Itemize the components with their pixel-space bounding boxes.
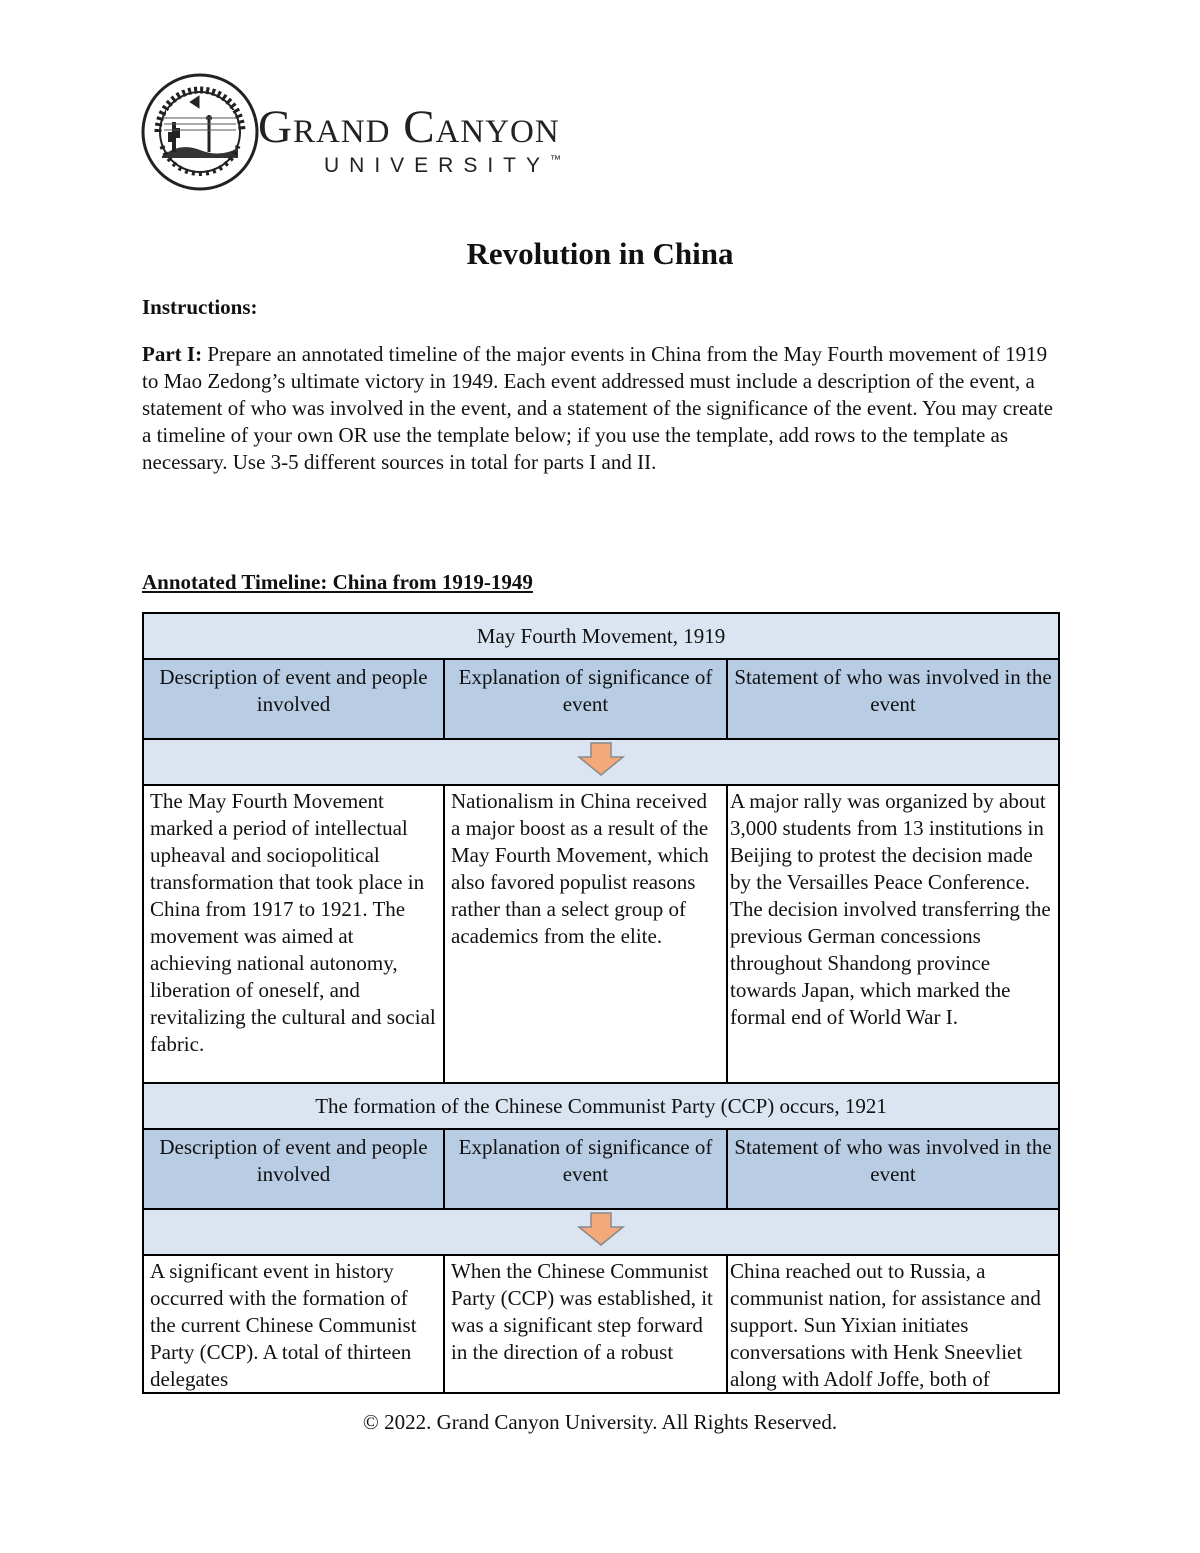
involved-cell-container <box>727 1255 1059 1393</box>
university-logo <box>140 72 620 196</box>
down-arrow-icon <box>577 1212 625 1246</box>
university-seal-icon <box>140 72 260 192</box>
wordmark-line1: Grand Canyon <box>258 101 560 153</box>
significance-cell-container <box>444 1255 727 1393</box>
timeline-heading: Annotated Timeline: China from 1919-1949 <box>142 570 533 594</box>
part1-label: Part I: <box>142 342 203 366</box>
page-title: Revolution in China <box>466 236 734 271</box>
description-cell: A significant event in history occurred with the formation of the current Chinese Communist Party (CCP). A total of thirteen delegates <box>150 1259 417 1391</box>
wordmark-line2 <box>324 154 561 178</box>
description-cell: The May Fourth Movement marked a period of intellectual upheaval and sociopolitical transformation that took place in China from 1917 to 1921. The movement was aimed at achieving national autonomy, liberation of oneself, and revitalizing the cultural and social fabric. <box>143 785 444 1083</box>
part1-text: Prepare an annotated timeline of the major events in China from the May Fourth movement of 1919 to Mao Zedong’s ultimate victory in 1949. Each event addressed must include a description of the event, a statement of who was involved in the event, and a statement of the significance of the event. You may create a timeline of your own OR use the template below; if you use the template, add rows to the template as necessary. Use 3-5 different sources in total for parts I and II. <box>142 342 1053 474</box>
column-header-significance: Explanation of significance of event <box>444 659 727 739</box>
column-header-involved: Statement of who was involved in the event <box>727 659 1059 739</box>
involved-cell: A major rally was organized by about 3,000 students from 13 institutions in Beijing to protest the decision made by the Versailles Peace Conference. The decision involved transferring the previous German concessions throughout Shandong province towards Japan, which marked the formal end of World War I. <box>727 785 1059 1083</box>
timeline-table <box>142 612 1060 1394</box>
copyright-footer: © 2022. Grand Canyon University. All Rights Reserved. <box>362 1410 838 1434</box>
column-header-description: Description of event and people involved <box>143 1129 444 1209</box>
arrow-row <box>143 739 1059 785</box>
event-title: May Fourth Movement, 1919 <box>143 613 1059 659</box>
column-header-description: Description of event and people involved <box>143 659 444 739</box>
wordmark <box>258 102 561 178</box>
instructions-label: Instructions: <box>142 295 258 319</box>
wordmark-university: UNIVERSITY <box>324 154 551 177</box>
significance-cell: Nationalism in China received a major boost as a result of the May Fourth Movement, which also favored populist reasons rather than a select group of academics from the elite. <box>444 785 727 1083</box>
trademark-symbol: ™ <box>550 154 562 166</box>
down-arrow-icon <box>577 742 625 776</box>
involved-cell: China reached out to Russia, a communist nation, for assistance and support. Sun Yixian initiates conversations with Henk Sneevliet along with Adolf Joffe, both of <box>730 1259 1041 1391</box>
arrow-row <box>143 1209 1059 1255</box>
significance-cell: When the Chinese Communist Party (CCP) was established, it was a significant step forward in the direction of a robust <box>451 1259 713 1364</box>
description-cell-container <box>143 1255 444 1393</box>
column-header-involved: Statement of who was involved in the event <box>727 1129 1059 1209</box>
part1-paragraph <box>142 341 1062 476</box>
event-title: The formation of the Chinese Communist Party (CCP) occurs, 1921 <box>143 1083 1059 1129</box>
column-header-significance: Explanation of significance of event <box>444 1129 727 1209</box>
